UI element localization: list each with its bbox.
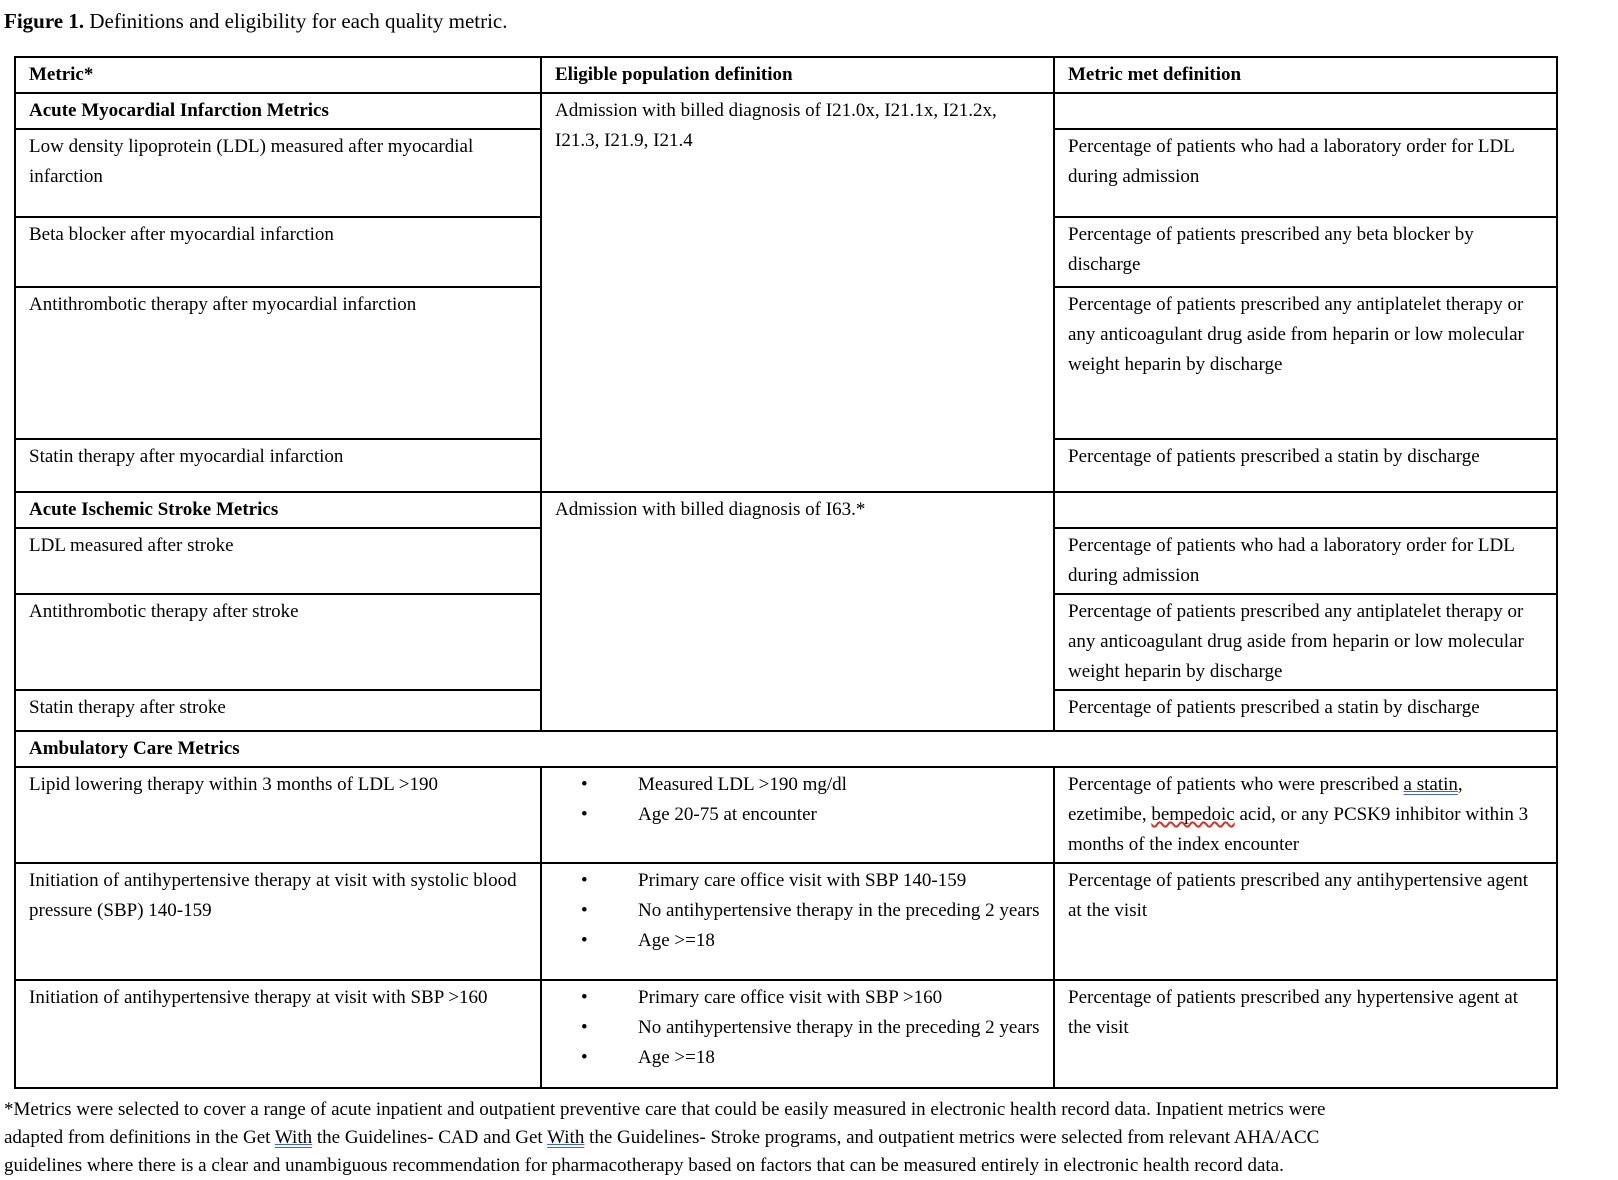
cell-eligible-antihypertensive-160	[541, 980, 1054, 1088]
cell-metric-antithrombotic-mi: Antithrombotic therapy after myocardial infarction	[15, 287, 541, 439]
row-antihypertensive-160	[15, 980, 1557, 1088]
section-row-stroke	[15, 492, 1557, 528]
cell-met-antithrombotic-stroke: Percentage of patients prescribed any antiplatelet therapy or any anticoagulant drug aside from heparin or low molecular weight heparin by discharge	[1054, 594, 1557, 690]
cell-eligible-antihypertensive-140-159	[541, 863, 1054, 980]
footnote-text-part: the Guidelines- Stroke programs, and outpatient metrics were selected from relevant AHA/ACC	[584, 1127, 1320, 1148]
row-lipid-lowering	[15, 767, 1557, 863]
bullet-item	[555, 896, 1041, 926]
cell-metric-beta-blocker-mi: Beta blocker after myocardial infarction	[15, 217, 541, 287]
footnote-line-3: guidelines where there is a clear and unambiguous recommendation for pharmacotherapy based on factors that can be measured entirely in electronic health record data.	[4, 1155, 1284, 1176]
bullet-text: Age >=18	[638, 930, 715, 951]
bullet-icon: •	[581, 870, 588, 891]
bullet-text: Primary care office visit with SBP 140-159	[638, 870, 967, 891]
bullet-item	[555, 770, 1041, 800]
section-title-ami: Acute Myocardial Infarction Metrics	[15, 93, 541, 129]
bullet-item	[555, 983, 1041, 1013]
bullet-item	[555, 1013, 1041, 1043]
bullet-text: No antihypertensive therapy in the preceding 2 years	[638, 1017, 1040, 1038]
spellcheck-marked-text: bempedoic	[1151, 804, 1235, 825]
cell-metric-statin-mi: Statin therapy after myocardial infarction	[15, 439, 541, 492]
col-header-eligible: Eligible population definition	[541, 57, 1054, 93]
cell-met-ldl-mi: Percentage of patients who had a laboratory order for LDL during admission	[1054, 129, 1557, 217]
cell-met-statin-mi: Percentage of patients prescribed a statin by discharge	[1054, 439, 1557, 492]
cell-met-antihypertensive-160: Percentage of patients prescribed any hypertensive agent at the visit	[1054, 980, 1557, 1088]
bullet-text: Primary care office visit with SBP >160	[638, 987, 943, 1008]
cell-metric-statin-stroke: Statin therapy after stroke	[15, 690, 541, 731]
bullet-icon: •	[581, 1047, 588, 1068]
cell-eligible-lipid-lowering	[541, 767, 1054, 863]
cell-met-lipid-lowering	[1054, 767, 1557, 863]
bullet-icon: •	[581, 804, 588, 825]
section-title-ambulatory: Ambulatory Care Metrics	[15, 731, 1557, 767]
grammar-marked-text: With	[547, 1127, 585, 1148]
figure-title-text: Definitions and eligibility for each quality metric.	[84, 9, 508, 33]
cell-ami-eligible: Admission with billed diagnosis of I21.0x, I21.1x, I21.2x, I21.3, I21.9, I21.4	[541, 93, 1054, 492]
met-text-part: acid, or any PCSK9 inhibitor within 3 months of the index encounter	[1068, 804, 1529, 855]
met-text-part: , ezetimibe,	[1068, 774, 1463, 825]
figure-title	[4, 6, 1618, 36]
footnote-line-1: *Metrics were selected to cover a range of acute inpatient and outpatient preventive care that could be easily measured in electronic health record data. Inpatient metrics were	[4, 1099, 1326, 1120]
bullet-item	[555, 866, 1041, 896]
section-title-stroke: Acute Ischemic Stroke Metrics	[15, 492, 541, 528]
cell-metric-ldl-stroke: LDL measured after stroke	[15, 528, 541, 594]
grammar-marked-text: a statin	[1403, 774, 1458, 795]
bullet-icon: •	[581, 987, 588, 1008]
bullet-text: Measured LDL >190 mg/dl	[638, 774, 847, 795]
cell-metric-antihypertensive-140-159: Initiation of antihypertensive therapy at visit with systolic blood pressure (SBP) 140-159	[15, 863, 541, 980]
bullet-item	[555, 800, 1041, 830]
met-text-part: Percentage of patients who were prescribed	[1068, 774, 1404, 795]
metrics-table	[14, 56, 1558, 1089]
cell-ami-met-empty	[1054, 93, 1557, 129]
col-header-met: Metric met definition	[1054, 57, 1557, 93]
cell-metric-antihypertensive-160: Initiation of antihypertensive therapy at visit with SBP >160	[15, 980, 541, 1088]
cell-met-antithrombotic-mi: Percentage of patients prescribed any antiplatelet therapy or any anticoagulant drug aside from heparin or low molecular weight heparin by discharge	[1054, 287, 1557, 439]
cell-met-beta-blocker-mi: Percentage of patients prescribed any beta blocker by discharge	[1054, 217, 1557, 287]
bullet-item	[555, 926, 1041, 956]
footnote	[4, 1096, 1618, 1180]
cell-metric-lipid-lowering: Lipid lowering therapy within 3 months of LDL >190	[15, 767, 541, 863]
cell-stroke-met-empty	[1054, 492, 1557, 528]
footnote-line-2	[4, 1124, 1608, 1152]
col-header-metric: Metric*	[15, 57, 541, 93]
bullet-item	[555, 1043, 1041, 1073]
bullet-text: No antihypertensive therapy in the preceding 2 years	[638, 900, 1040, 921]
cell-metric-antithrombotic-stroke: Antithrombotic therapy after stroke	[15, 594, 541, 690]
bullet-icon: •	[581, 930, 588, 951]
footnote-text-part: adapted from definitions in the Get	[4, 1127, 275, 1148]
cell-met-antihypertensive-140-159: Percentage of patients prescribed any antihypertensive agent at the visit	[1054, 863, 1557, 980]
bullet-text: Age 20-75 at encounter	[638, 804, 817, 825]
footnote-text-part: the Guidelines- CAD and Get	[312, 1127, 548, 1148]
header-row	[15, 57, 1557, 93]
bullet-icon: •	[581, 900, 588, 921]
cell-metric-ldl-mi: Low density lipoprotein (LDL) measured after myocardial infarction	[15, 129, 541, 217]
grammar-marked-text: With	[274, 1127, 313, 1148]
bullet-text: Age >=18	[638, 1047, 715, 1068]
section-row-ami	[15, 93, 1557, 129]
cell-met-statin-stroke: Percentage of patients prescribed a statin by discharge	[1054, 690, 1557, 731]
bullet-icon: •	[581, 774, 588, 795]
row-antihypertensive-140-159	[15, 863, 1557, 980]
cell-met-ldl-stroke: Percentage of patients who had a laboratory order for LDL during admission	[1054, 528, 1557, 594]
cell-stroke-eligible: Admission with billed diagnosis of I63.*	[541, 492, 1054, 731]
bullet-icon: •	[581, 1017, 588, 1038]
figure-label: Figure 1.	[4, 9, 85, 33]
section-row-ambulatory	[15, 731, 1557, 767]
